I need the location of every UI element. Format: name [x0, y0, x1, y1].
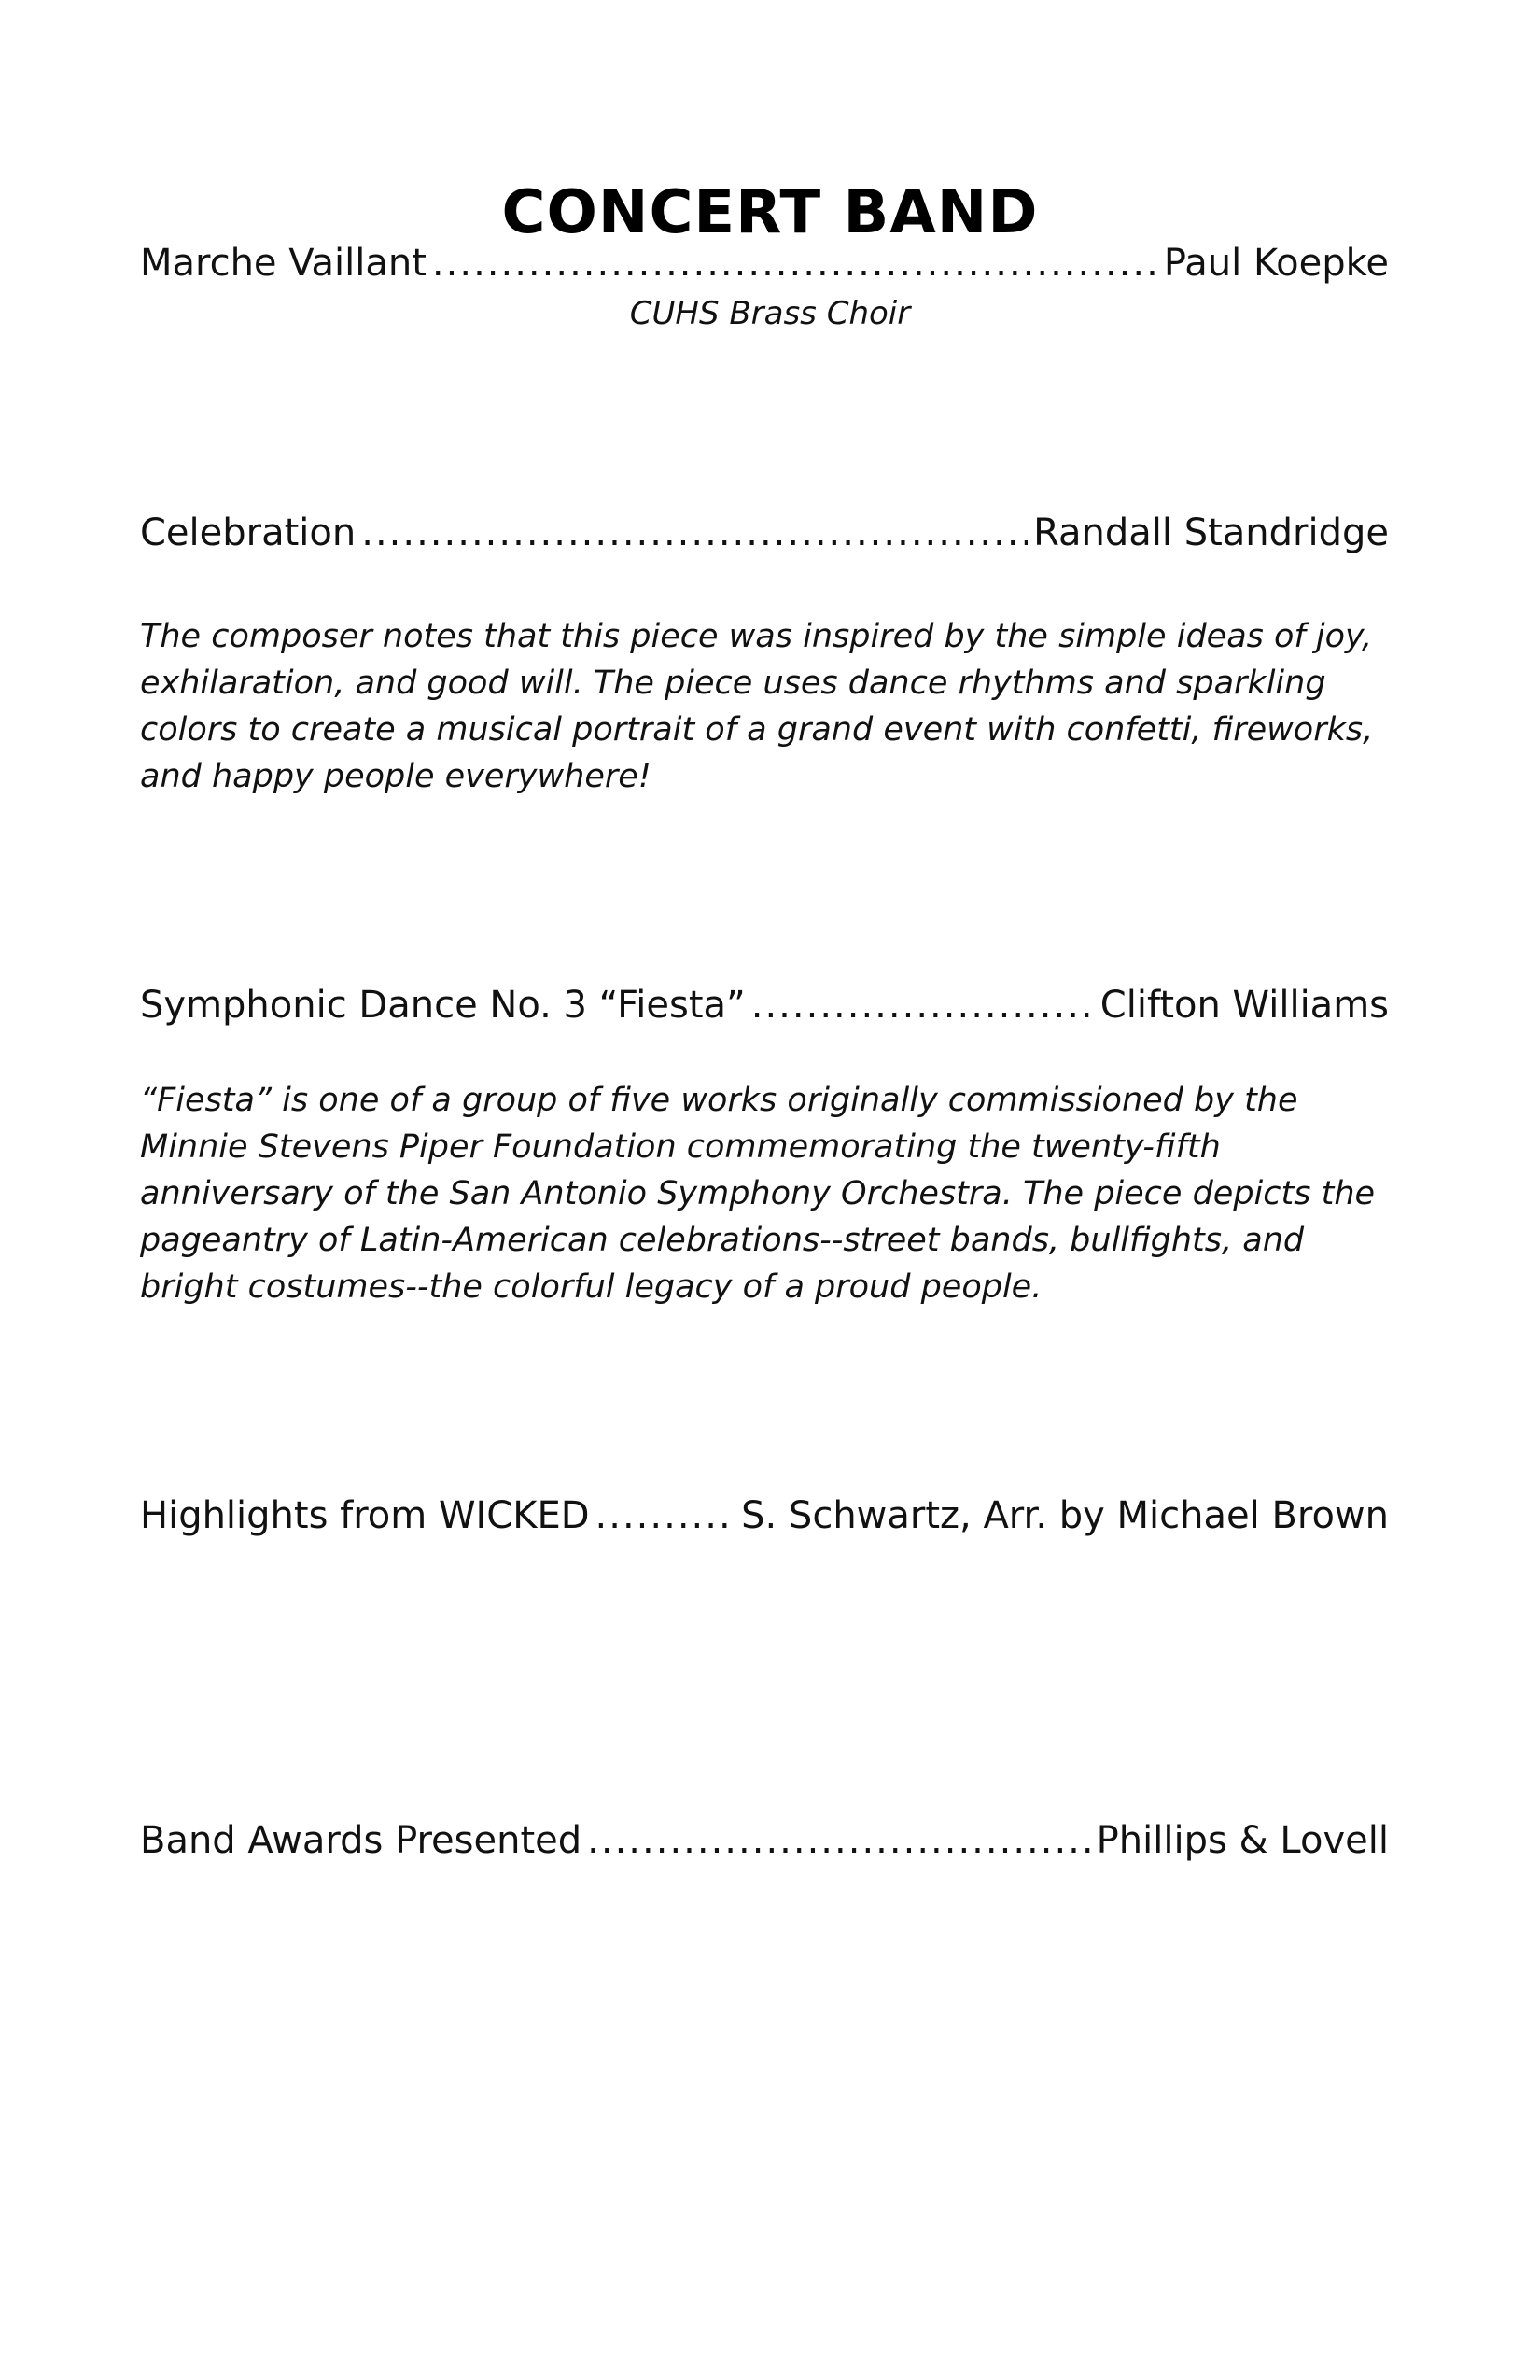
composer-name: Clifton Williams [1099, 984, 1389, 1027]
dot-leader [751, 979, 1095, 1031]
dot-leader [361, 507, 1028, 559]
dot-leader [587, 1814, 1091, 1867]
program-note: The composer notes that this piece was inspired by the simple ideas of joy, exhilaration, and good will. The piece uses dance rhythms and sparkling colors to create a musical portrait of a grand event with confetti, fireworks, and happy people everywhere! [140, 618, 1374, 795]
composer-name: Randall Standridge [1033, 511, 1389, 554]
dot-leader [595, 1490, 736, 1542]
piece-title: Highlights from WICKED [140, 1494, 590, 1537]
dot-leader [432, 237, 1158, 289]
piece-title: Band Awards Presented [140, 1819, 582, 1862]
piece-title: Symphonic Dance No. 3 “Fiesta” [140, 984, 746, 1027]
piece-title: Celebration [140, 511, 357, 554]
page-title: CONCERT BAND [501, 177, 1039, 247]
program-note: “Fiesta” is one of a group of five works originally commissioned by the Minnie Stevens Piper Foundation commemorating the twenty-fifth anniversary of the San Antonio Symphony Orchestra. The piece depicts the pageantry of Latin-American celebrations--street bands, bullfights, and bright costumes--the colorful legacy of a proud people. [140, 1082, 1376, 1306]
composer-name: Paul Koepke [1163, 242, 1389, 285]
performer-credit: CUHS Brass Choir [629, 295, 911, 332]
program-entry-wicked [140, 1490, 1389, 1542]
program-entry-celebration [140, 507, 1389, 559]
program-entry-fiesta [140, 979, 1389, 1031]
program-entry-band-awards [140, 1814, 1389, 1867]
composer-name: S. Schwartz, Arr. by Michael Brown [741, 1494, 1389, 1537]
piece-title: Marche Vaillant [140, 242, 427, 285]
composer-name: Phillips & Lovell [1096, 1819, 1389, 1862]
program-entry-marche-vaillant [140, 237, 1389, 289]
